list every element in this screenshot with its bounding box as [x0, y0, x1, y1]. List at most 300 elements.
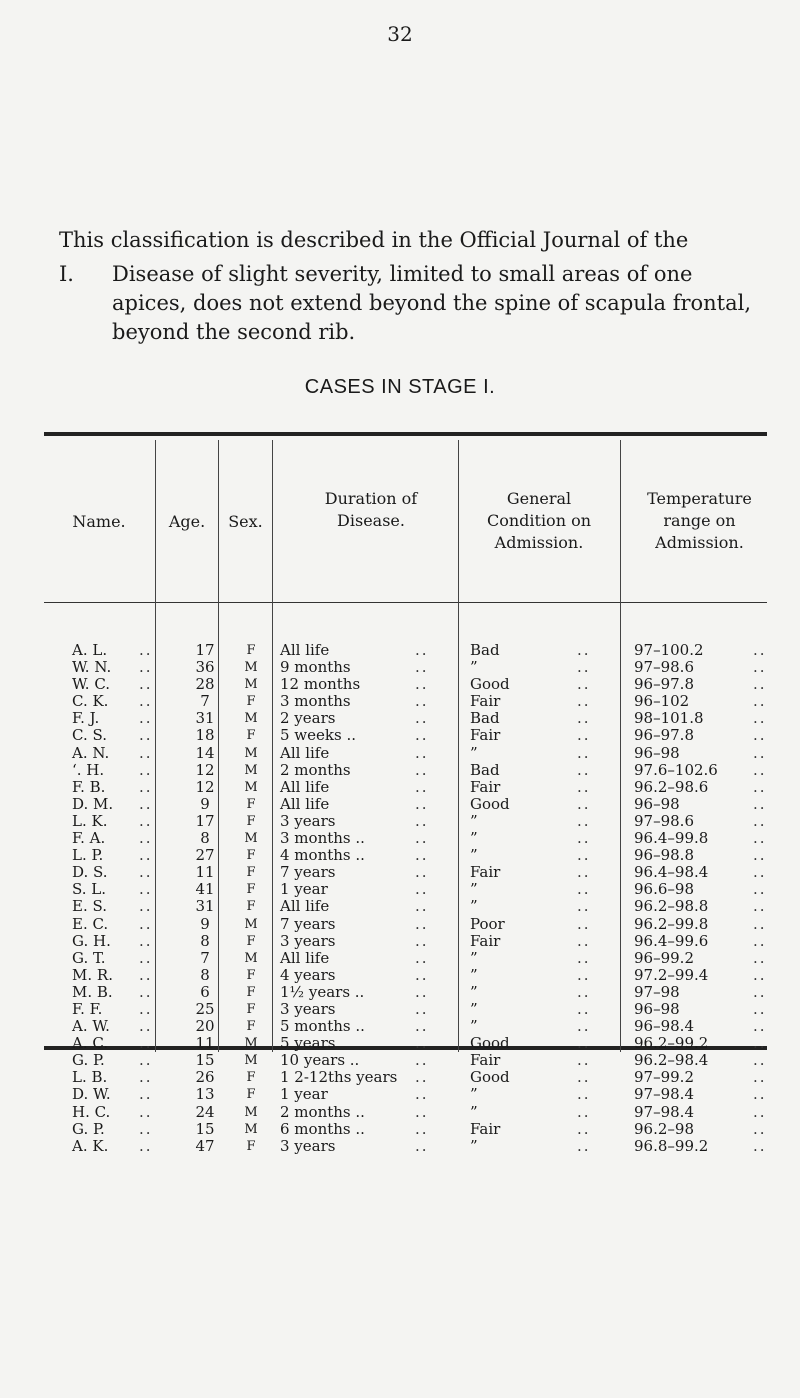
cell-condition: ” [470, 880, 478, 899]
table-row [0, 796, 800, 813]
cell-name: A. N. [72, 743, 110, 762]
header-duration: Duration of Disease. [324, 489, 418, 530]
cell-age: 12 [195, 777, 215, 796]
cell-duration: All life [280, 777, 330, 796]
dot-leader: .. [753, 1034, 767, 1053]
dot-leader: .. [577, 880, 591, 899]
cell-condition: Fair [470, 726, 501, 745]
cell-duration: 1 year [280, 1085, 328, 1104]
table-row [0, 693, 800, 710]
cell-sex: F [246, 1019, 256, 1035]
cell-name: C. S. [72, 726, 107, 745]
dot-leader: .. [577, 1119, 591, 1138]
cell-temperature: 96.6–98 [634, 880, 694, 899]
cell-sex: F [246, 643, 256, 658]
cell-age: 8 [200, 931, 210, 950]
dot-leader: .. [577, 931, 591, 950]
cell-name: G. H. [72, 931, 111, 950]
dot-leader: .. [753, 641, 767, 659]
cell-sex: M [244, 1104, 258, 1120]
dot-leader: .. [577, 1136, 591, 1155]
cell-duration: 2 months [280, 760, 351, 779]
cell-name: C. K. [72, 692, 109, 711]
table-row [0, 830, 800, 847]
cell-temperature: 96–98 [634, 794, 680, 813]
cell-duration: 3 months [280, 692, 351, 711]
dot-leader: .. [753, 1068, 767, 1087]
cell-name: L. K. [72, 811, 108, 830]
cell-name: S. L. [72, 880, 107, 899]
cell-temperature: 96.8–99.2 [634, 1136, 709, 1155]
dot-leader: .. [415, 965, 429, 984]
dot-leader: .. [577, 726, 591, 745]
dot-leader: .. [577, 1051, 591, 1070]
cell-name: D. M. [72, 794, 114, 813]
cell-condition: Bad [470, 709, 500, 728]
dot-leader: .. [753, 1051, 767, 1070]
cell-duration: 3 years [280, 999, 336, 1018]
dot-leader: .. [753, 999, 767, 1018]
cell-sex: F [246, 1138, 256, 1154]
table-row [0, 727, 800, 744]
cell-age: 8 [200, 965, 210, 984]
cell-condition: Poor [470, 914, 505, 933]
header-name: Name. [72, 512, 126, 531]
cell-sex: F [246, 728, 256, 744]
cell-temperature: 96–99.2 [634, 948, 694, 967]
table-row [0, 1138, 800, 1155]
dot-leader: .. [139, 1102, 153, 1121]
cell-duration: 3 years [280, 811, 336, 830]
cell-sex: F [246, 848, 256, 864]
cell-condition: ” [470, 1102, 478, 1121]
cell-duration: All life [280, 641, 330, 659]
dot-leader: .. [577, 1034, 591, 1053]
dot-leader: .. [753, 1102, 767, 1121]
dot-leader: .. [753, 760, 767, 779]
dot-leader: .. [753, 692, 767, 711]
cell-age: 13 [195, 1085, 215, 1104]
table-row [0, 1018, 800, 1035]
dot-leader: .. [415, 1136, 429, 1155]
cell-age: 26 [195, 1068, 215, 1087]
cell-duration: All life [280, 743, 330, 762]
cell-name: H. C. [72, 1102, 111, 1121]
cell-sex: F [246, 882, 256, 898]
cell-sex: M [244, 1121, 258, 1137]
dot-leader: .. [139, 1085, 153, 1104]
dot-leader: .. [577, 999, 591, 1018]
cell-condition: Fair [470, 692, 501, 711]
dot-leader: .. [753, 777, 767, 796]
cell-age: 47 [195, 1136, 215, 1155]
cell-temperature: 96–98.4 [634, 1017, 694, 1036]
cell-duration: 2 months .. [280, 1102, 365, 1121]
table-row [0, 916, 800, 933]
cell-age: 28 [195, 675, 215, 694]
dot-leader: .. [577, 709, 591, 728]
cell-temperature: 96.2–98.6 [634, 777, 709, 796]
cell-duration: 3 years [280, 1136, 336, 1155]
dot-leader: .. [415, 811, 429, 830]
dot-leader: .. [415, 948, 429, 967]
dot-leader: .. [139, 880, 153, 899]
cell-age: 24 [195, 1102, 215, 1121]
cell-condition: Good [470, 794, 510, 813]
dot-leader: .. [139, 743, 153, 762]
dot-leader: .. [753, 863, 767, 882]
cell-temperature: 96.2–98.8 [634, 897, 709, 916]
table-row [0, 779, 800, 796]
dot-leader: .. [577, 948, 591, 967]
header-condition: General Condition on Admission. [486, 489, 592, 552]
dot-leader: .. [577, 794, 591, 813]
cell-temperature: 96–98 [634, 999, 680, 1018]
dot-leader: .. [753, 982, 767, 1001]
table-row [0, 676, 800, 693]
dot-leader: .. [139, 897, 153, 916]
dot-leader: .. [415, 658, 429, 677]
dot-leader: .. [753, 726, 767, 745]
dot-leader: .. [415, 641, 429, 659]
cell-sex: M [244, 831, 258, 847]
dot-leader: .. [753, 829, 767, 848]
cell-age: 31 [195, 897, 215, 916]
page-number: 32 [387, 22, 413, 46]
cell-condition: ” [470, 846, 478, 865]
dot-leader: .. [753, 948, 767, 967]
item-text: Disease of slight severity, limited to small areas of one apices, does not extend beyond the spine of scapula frontal, beyond the second rib. [112, 262, 752, 344]
table-row [0, 933, 800, 950]
dot-leader: .. [139, 914, 153, 933]
cell-name: A. K. [72, 1136, 109, 1155]
dot-leader: .. [139, 726, 153, 745]
table-row [0, 864, 800, 881]
table-row [0, 745, 800, 762]
cell-name: F. A. [72, 829, 106, 848]
dot-leader: .. [139, 692, 153, 711]
dot-leader: .. [577, 692, 591, 711]
cell-sex: M [244, 711, 258, 727]
cell-duration: 5 weeks .. [280, 726, 356, 745]
cell-age: 15 [195, 1051, 215, 1070]
cell-age: 27 [195, 846, 215, 865]
dot-leader: .. [753, 1136, 767, 1155]
dot-leader: .. [139, 641, 153, 659]
dot-leader: .. [577, 675, 591, 694]
cell-condition: ” [470, 897, 478, 916]
cell-duration: 5 months .. [280, 1017, 365, 1036]
dot-leader: .. [139, 1051, 153, 1070]
table-row [0, 950, 800, 967]
cell-duration: All life [280, 897, 330, 916]
cell-duration: 3 months .. [280, 829, 365, 848]
cell-sex: M [244, 1053, 258, 1069]
cell-age: 14 [195, 743, 215, 762]
cell-age: 36 [195, 658, 215, 677]
cell-name: D. S. [72, 863, 108, 882]
dot-leader: .. [577, 811, 591, 830]
classification-item [59, 260, 759, 347]
cell-temperature: 96–98 [634, 743, 680, 762]
cell-temperature: 96–97.8 [634, 726, 694, 745]
dot-leader: .. [753, 743, 767, 762]
dot-leader: .. [753, 811, 767, 830]
cell-age: 17 [195, 641, 215, 659]
dot-leader: .. [577, 897, 591, 916]
table-row [0, 881, 800, 898]
dot-leader: .. [415, 726, 429, 745]
cell-temperature: 96.4–99.8 [634, 829, 709, 848]
cell-temperature: 96.4–98.4 [634, 863, 709, 882]
dot-leader: .. [415, 1119, 429, 1138]
dot-leader: .. [415, 1102, 429, 1121]
cell-condition: ” [470, 1017, 478, 1036]
header-temperature: Temperature range on Admission. [647, 489, 752, 552]
table-row [0, 1035, 800, 1052]
cell-sex: M [244, 660, 258, 676]
table-header-rule [44, 602, 767, 603]
dot-leader: .. [415, 1051, 429, 1070]
dot-leader: .. [577, 658, 591, 677]
cell-condition: Fair [470, 777, 501, 796]
cell-condition: Fair [470, 863, 501, 882]
cell-sex: M [244, 916, 258, 932]
cell-temperature: 96–97.8 [634, 675, 694, 694]
cell-sex: M [244, 1036, 258, 1052]
cell-condition: ” [470, 999, 478, 1018]
cell-name: L. B. [72, 1068, 108, 1087]
cell-condition: Fair [470, 1051, 501, 1070]
cell-duration: 2 years [280, 709, 336, 728]
cell-duration: 9 months [280, 658, 351, 677]
cell-age: 15 [195, 1119, 215, 1138]
table-row [0, 1001, 800, 1018]
cell-age: 9 [200, 914, 210, 933]
cell-duration: 4 months .. [280, 846, 365, 865]
dot-leader: .. [577, 846, 591, 865]
dot-leader: .. [753, 1119, 767, 1138]
cell-sex: F [246, 1001, 256, 1017]
cell-condition: ” [470, 743, 478, 762]
cell-sex: F [246, 933, 256, 949]
header-sex: Sex. [228, 512, 263, 531]
cell-temperature: 97–98.4 [634, 1102, 694, 1121]
cell-condition: Bad [470, 641, 500, 659]
cell-age: 11 [195, 863, 215, 882]
cell-temperature: 96.2–99.2 [634, 1034, 709, 1053]
cell-duration: 1 year [280, 880, 328, 899]
dot-leader: .. [139, 1017, 153, 1036]
cell-temperature: 97.2–99.4 [634, 965, 709, 984]
cell-condition: ” [470, 948, 478, 967]
cell-condition: Good [470, 1068, 510, 1087]
table-row [0, 1052, 800, 1069]
cell-sex: F [246, 796, 256, 812]
dot-leader: .. [415, 982, 429, 1001]
dot-leader: .. [577, 760, 591, 779]
dot-leader: .. [415, 897, 429, 916]
table-row [0, 1069, 800, 1086]
cell-age: 18 [195, 726, 215, 745]
table-row [0, 847, 800, 864]
dot-leader: .. [139, 863, 153, 882]
cell-age: 6 [200, 982, 210, 1001]
cell-age: 9 [200, 794, 210, 813]
cell-duration: 1 2-12ths years [280, 1068, 398, 1087]
dot-leader: .. [577, 965, 591, 984]
cell-age: 11 [195, 1034, 215, 1053]
dot-leader: .. [415, 1068, 429, 1087]
dot-leader: .. [753, 1017, 767, 1036]
cell-temperature: 96.2–99.8 [634, 914, 709, 933]
cell-duration: 10 years .. [280, 1051, 360, 1070]
dot-leader: .. [139, 1034, 153, 1053]
cell-temperature: 97–98.6 [634, 658, 694, 677]
dot-leader: .. [753, 914, 767, 933]
dot-leader: .. [753, 658, 767, 677]
cell-sex: M [244, 950, 258, 966]
cell-condition: ” [470, 982, 478, 1001]
cell-condition: ” [470, 1085, 478, 1104]
dot-leader: .. [139, 948, 153, 967]
dot-leader: .. [139, 982, 153, 1001]
table-row [0, 967, 800, 984]
dot-leader: .. [139, 777, 153, 796]
table-row [0, 642, 800, 659]
cell-duration: All life [280, 794, 330, 813]
table-top-rule [44, 432, 767, 436]
cell-sex: F [246, 967, 256, 983]
cell-name: M. B. [72, 982, 113, 1001]
table-row [0, 1121, 800, 1138]
table-row [0, 659, 800, 676]
cell-age: 31 [195, 709, 215, 728]
dot-leader: .. [577, 1085, 591, 1104]
cell-name: A. L. [72, 641, 108, 659]
dot-leader: .. [139, 675, 153, 694]
dot-leader: .. [415, 760, 429, 779]
cell-name: G. P. [72, 1051, 105, 1070]
cell-sex: F [246, 694, 256, 710]
cell-sex: M [244, 762, 258, 778]
cell-sex: F [246, 899, 256, 915]
cell-sex: M [244, 779, 258, 795]
cell-name: L. P. [72, 846, 104, 865]
cell-name: G. P. [72, 1119, 105, 1138]
item-number: I. [59, 262, 74, 286]
cell-condition: ” [470, 811, 478, 830]
dot-leader: .. [415, 863, 429, 882]
cell-temperature: 97–99.2 [634, 1068, 694, 1087]
dot-leader: .. [139, 965, 153, 984]
table-row [0, 710, 800, 727]
cell-sex: F [246, 984, 256, 1000]
cell-condition: ” [470, 965, 478, 984]
table-body [0, 642, 800, 1155]
dot-leader: .. [753, 965, 767, 984]
table-row [0, 813, 800, 830]
cell-name: F. B. [72, 777, 106, 796]
dot-leader: .. [415, 829, 429, 848]
table-row [0, 1086, 800, 1103]
cell-condition: ” [470, 829, 478, 848]
cell-name: M. R. [72, 965, 113, 984]
cell-name: E. S. [72, 897, 107, 916]
dot-leader: .. [415, 692, 429, 711]
dot-leader: .. [753, 931, 767, 950]
dot-leader: .. [139, 794, 153, 813]
cell-age: 20 [195, 1017, 215, 1036]
dot-leader: .. [753, 1085, 767, 1104]
cell-temperature: 96.2–98.4 [634, 1051, 709, 1070]
cell-sex: F [246, 1087, 256, 1103]
cell-sex: F [246, 813, 256, 829]
intro-text: This classification is described in the Official Journal of the [59, 228, 689, 252]
cell-duration: All life [280, 948, 330, 967]
dot-leader: .. [415, 675, 429, 694]
cell-duration: 4 years [280, 965, 336, 984]
dot-leader: .. [415, 1017, 429, 1036]
dot-leader: .. [753, 794, 767, 813]
dot-leader: .. [415, 846, 429, 865]
table-row [0, 1104, 800, 1121]
cell-sex: M [244, 677, 258, 693]
cell-temperature: 98–101.8 [634, 709, 704, 728]
cell-temperature: 97–98.6 [634, 811, 694, 830]
dot-leader: .. [753, 846, 767, 865]
dot-leader: .. [753, 675, 767, 694]
dot-leader: .. [415, 743, 429, 762]
dot-leader: .. [577, 1102, 591, 1121]
cell-age: 8 [200, 829, 210, 848]
table-row [0, 984, 800, 1001]
cell-duration: 12 months [280, 675, 361, 694]
cell-age: 7 [200, 948, 210, 967]
dot-leader: .. [753, 709, 767, 728]
cell-age: 41 [195, 880, 215, 899]
cell-age: 17 [195, 811, 215, 830]
cell-temperature: 96.2–98 [634, 1119, 694, 1138]
cell-duration: 7 years [280, 863, 336, 882]
cell-temperature: 96–102 [634, 692, 690, 711]
cell-condition: ” [470, 1136, 478, 1155]
cell-temperature: 97–98 [634, 982, 680, 1001]
dot-leader: .. [577, 1017, 591, 1036]
dot-leader: .. [577, 914, 591, 933]
section-title: CASES IN STAGE I. [304, 376, 496, 398]
dot-leader: .. [415, 931, 429, 950]
cell-name: ‘. H. [72, 760, 105, 779]
dot-leader: .. [753, 897, 767, 916]
dot-leader: .. [415, 914, 429, 933]
cell-condition: Fair [470, 931, 501, 950]
cell-temperature: 96.4–99.6 [634, 931, 709, 950]
cell-name: A. C. [72, 1034, 109, 1053]
cell-duration: 7 years [280, 914, 336, 933]
dot-leader: .. [139, 1119, 153, 1138]
cell-age: 25 [195, 999, 215, 1018]
dot-leader: .. [415, 1034, 429, 1053]
cell-name: D. W. [72, 1085, 111, 1104]
cell-temperature: 97.6–102.6 [634, 760, 718, 779]
dot-leader: .. [577, 829, 591, 848]
table-row [0, 762, 800, 779]
cell-condition: Good [470, 675, 510, 694]
dot-leader: .. [139, 846, 153, 865]
cell-age: 12 [195, 760, 215, 779]
cell-name: A. W. [72, 1017, 110, 1036]
